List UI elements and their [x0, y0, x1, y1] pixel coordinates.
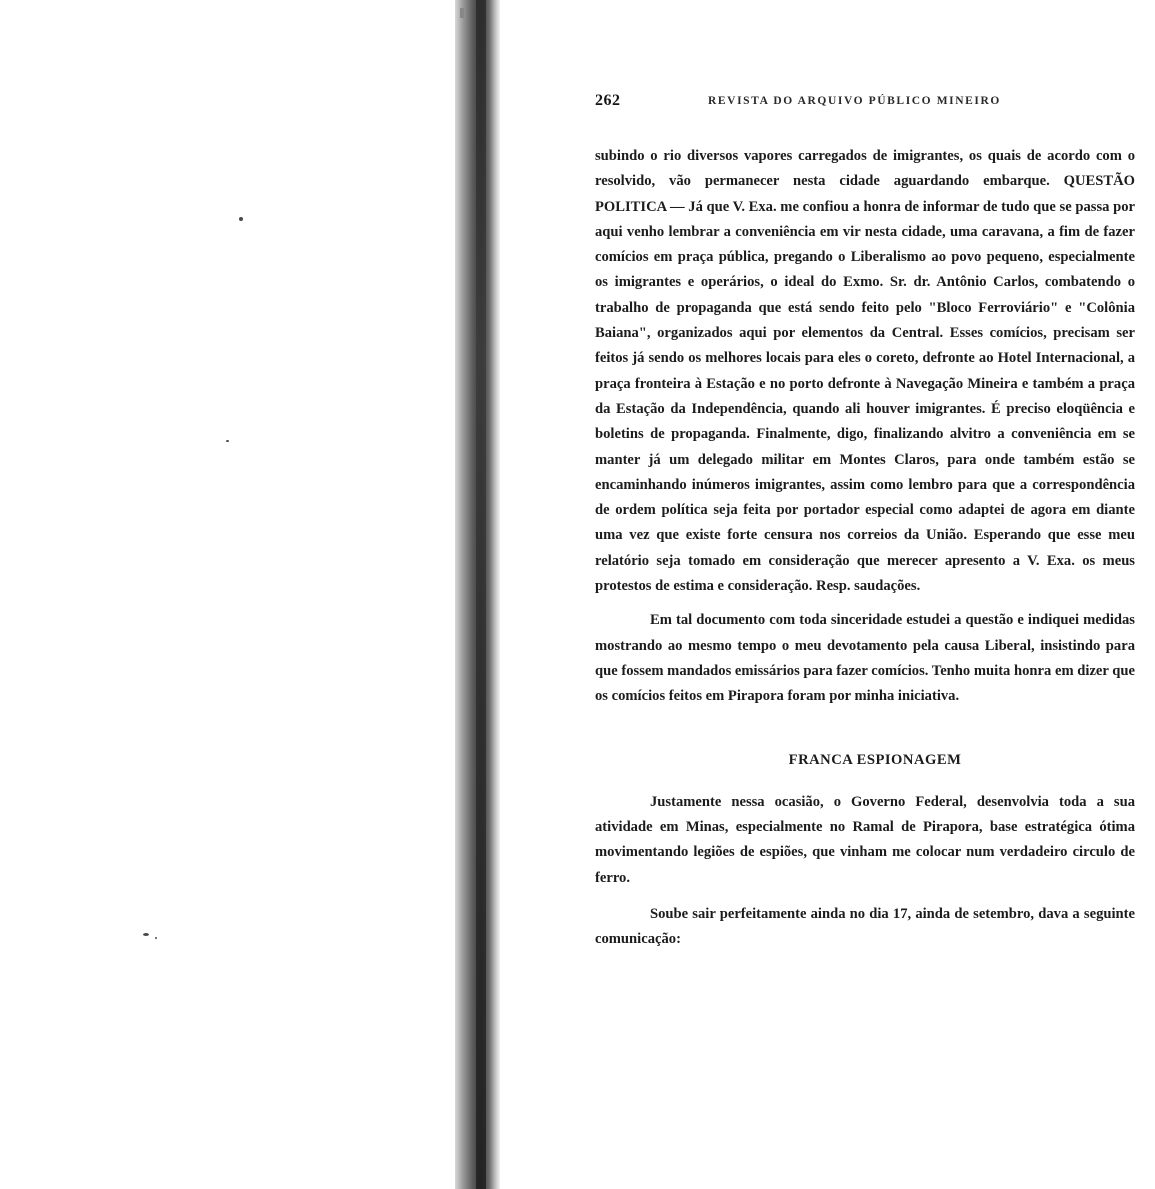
- page-number: 262: [595, 92, 621, 109]
- body-text: [595, 144, 1135, 953]
- dust-speck: [143, 933, 149, 936]
- binding-mark: [460, 8, 464, 18]
- dust-speck: [155, 937, 157, 939]
- journal-title: REVISTA DO ARQUIVO PÚBLICO MINEIRO: [708, 95, 1001, 107]
- dust-speck: [239, 217, 243, 221]
- paragraph: subindo o rio diversos vapores carregados de imigrantes, os quais de acordo com o resolvido, vão permanecer nesta cidade aguardando embarque. QUESTÃO POLITICA — Já que V. Exa. me confiou a honra de informar de tudo que se passa por aqui venho lembrar a conveniência em vir nesta cidade, uma caravana, a fim de fazer comícios em praça pública, pregando o Liberalismo ao povo pequeno, especialmente os imigrantes e operários, o ideal do Exmo. Sr. dr. Antônio Carlos, combatendo o trabalho de propaganda que está sendo feito pelo "Bloco Ferroviário" e "Colônia Baiana", organizados aqui por elementos da Central. Esses comícios, precisam ser feitos já sendo os melhores locais para eles o coreto, defronte ao Hotel Internacional, a praça fronteira à Estação e no porto defronte à Navegação Mineira e também a praça da Estação da Independência, quando ali houver imigrantes. É preciso eloqüência e boletins de propaganda. Finalmente, digo, finalizando alvitro a conveniência em se manter já um delegado militar em Montes Claros, para onde também estão se encaminhando inúmeros imigrantes, assim como lembro para que a correspondência de ordem política seja feita por portador especial como adaptei de agora em diante uma vez que existe forte censura nos correios da União. Esperando que esse meu relatório seja tomado em consideração que merecer apresento a V. Exa. os meus protestos de estima e consideração. Resp. saudações.: [595, 148, 1135, 595]
- blank-left-page: [0, 0, 455, 1189]
- paragraph: Em tal documento com toda sinceridade estudei a questão e indiquei medidas mostrando ao mesmo tempo o meu devotamento pela causa Liberal, insistindo para que fossem mandados emissários para fazer comícios. Tenho muita honra em dizer que os comícios feitos em Pirapora foram por minha iniciativa.: [595, 612, 1135, 705]
- document-page: [595, 92, 1135, 953]
- paragraph: Soube sair perfeitamente ainda no dia 17, ainda de setembro, dava a seguinte comunicação:: [595, 906, 1135, 948]
- paragraph: Justamente nessa ocasião, o Governo Federal, desenvolvia toda a sua atividade em Minas, especialmente no Ramal de Pirapora, base estratégica ótima movimentando legiões de espiões, que vinham me colocar num verdadeiro circulo de ferro.: [595, 793, 1135, 886]
- binding-shadow: [476, 0, 486, 1189]
- dust-speck: [226, 440, 229, 442]
- section-heading: FRANCA ESPIONAGEM: [788, 751, 962, 768]
- running-header: [595, 92, 1135, 118]
